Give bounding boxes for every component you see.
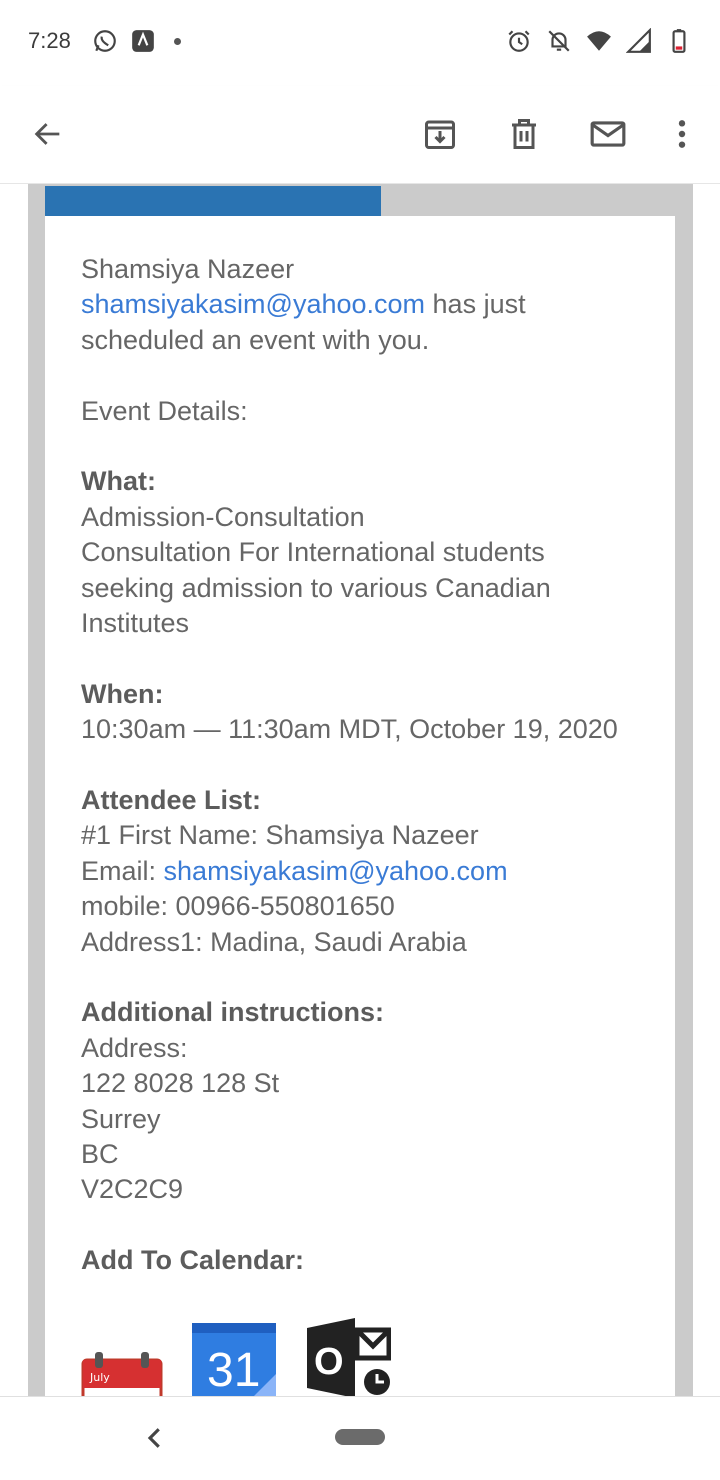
back-button[interactable]: [22, 108, 74, 160]
header-accent-bar: [45, 186, 381, 216]
email-body-text: [81, 252, 641, 1279]
battery-icon: [666, 28, 692, 54]
address-line: V2C2C9: [81, 1174, 184, 1205]
attendee-mobile: mobile: 00966-550801650: [81, 891, 395, 922]
address-line: BC: [81, 1139, 119, 1170]
status-bar: [0, 0, 720, 86]
what-description: Consultation For International students seeking admission to various Canadian Institutes: [81, 537, 551, 639]
address-line: Surrey: [81, 1103, 161, 1134]
google-calendar-icon: [191, 1322, 277, 1396]
mark-unread-button[interactable]: [582, 108, 634, 160]
outlook-calendar-link[interactable]: [305, 1316, 391, 1396]
when-label: When:: [81, 678, 164, 709]
trash-icon: [506, 116, 542, 152]
attendee-email-label: Email:: [81, 855, 164, 886]
email-frame: [28, 184, 693, 1396]
status-time: 7:28: [28, 28, 71, 53]
event-details-label: Event Details:: [81, 395, 248, 426]
wifi-icon: [586, 28, 612, 54]
attendee-first-name: #1 First Name: Shamsiya Nazeer: [81, 820, 479, 851]
attendee-email-line: [81, 854, 641, 889]
calendar-links: [81, 1316, 391, 1396]
more-notifications-dot: [174, 38, 181, 45]
home-pill-button[interactable]: [335, 1429, 385, 1445]
whatsapp-icon: [92, 28, 118, 54]
nav-back-icon[interactable]: [140, 1423, 170, 1453]
ical-month-text: July: [90, 1371, 110, 1384]
delete-button[interactable]: [498, 108, 550, 160]
alarm-icon: [506, 28, 532, 54]
attendee-list-label: Attendee List:: [81, 785, 262, 816]
intro-line: [81, 287, 641, 358]
email-toolbar: [0, 86, 720, 184]
status-system-icons: [506, 28, 692, 54]
signal-icon: [626, 28, 652, 54]
archive-button[interactable]: [414, 108, 466, 160]
address-line: Address:: [81, 1032, 188, 1063]
intro-text: has just scheduled an event with you.: [81, 289, 526, 355]
what-title: Admission-Consultation: [81, 501, 365, 532]
sender-email-link[interactable]: shamsiyakasim@yahoo.com: [81, 289, 426, 320]
outlook-letter: O: [314, 1341, 344, 1383]
attendee-email-link[interactable]: shamsiyakasim@yahoo.com: [163, 855, 508, 886]
more-vert-icon: [677, 118, 687, 150]
status-notification-icons: [92, 28, 181, 54]
add-to-calendar-label: Add To Calendar:: [81, 1245, 305, 1276]
app-icon: [130, 28, 156, 54]
google-calendar-day: 31: [207, 1344, 261, 1396]
additional-instructions-label: Additional instructions:: [81, 997, 384, 1028]
system-nav-bar: [0, 1396, 720, 1480]
archive-icon: [422, 116, 458, 152]
mail-icon: [589, 115, 627, 153]
when-value: 10:30am — 11:30am MDT, October 19, 2020: [81, 714, 618, 745]
email-content: [0, 184, 720, 1396]
ical-calendar-link[interactable]: [81, 1350, 163, 1396]
ical-calendar-icon: [81, 1350, 163, 1396]
address-line: 122 8028 128 St: [81, 1068, 280, 1099]
outlook-icon: [305, 1316, 391, 1396]
email-card: [45, 216, 675, 1396]
back-arrow-icon: [31, 117, 65, 151]
sender-name: Shamsiya Nazeer: [81, 254, 295, 284]
attendee-address: Address1: Madina, Saudi Arabia: [81, 926, 467, 957]
what-label: What:: [81, 466, 156, 497]
more-options-button[interactable]: [656, 108, 708, 160]
bell-off-icon: [546, 28, 572, 54]
google-calendar-link[interactable]: [191, 1322, 277, 1396]
